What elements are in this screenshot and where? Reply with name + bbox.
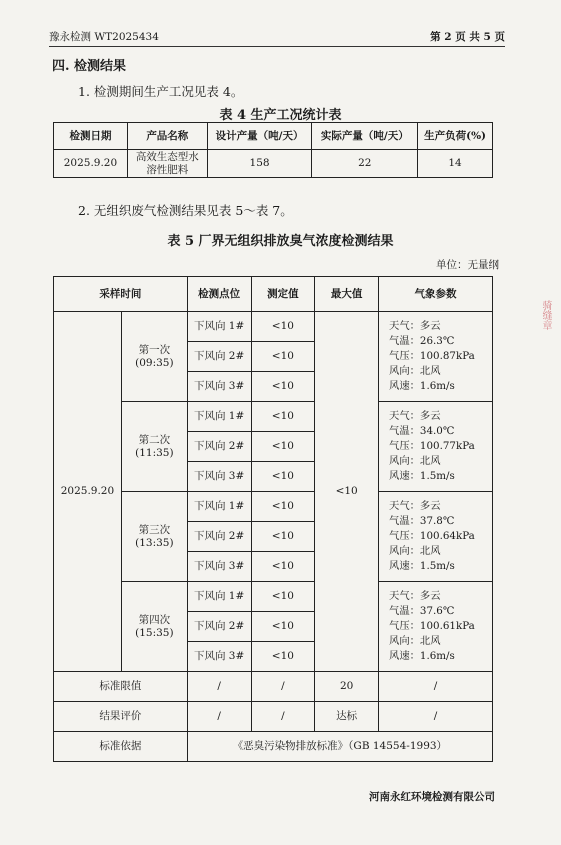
weather-line: 气压：100.87kPa (389, 350, 475, 363)
weather-line: 气压：100.61kPa (389, 620, 475, 633)
cell-round (121, 582, 187, 672)
document-number: 豫永检测 WT2025434 (49, 31, 159, 43)
cell-value: <10 (251, 402, 315, 432)
cell-point: 下风向 2# (187, 432, 251, 462)
production-table (53, 122, 493, 178)
weather-line: 风速：1.6m/s (389, 649, 455, 662)
cell-value: <10 (251, 642, 315, 672)
weather-line: 气压：100.64kPa (389, 530, 475, 543)
cell-point: 下风向 2# (187, 612, 251, 642)
table-row (54, 312, 493, 342)
cell-weather (379, 492, 493, 582)
table-header-row (54, 277, 493, 312)
table4-title: 表 4 生产工况统计表 (219, 108, 342, 123)
company-name: 河南永红环境检测有限公司 (369, 791, 495, 803)
cell-value: <10 (251, 462, 315, 492)
cell-value: <10 (251, 582, 315, 612)
cell-value: <10 (251, 522, 315, 552)
round-time: (15:35) (135, 626, 174, 639)
header-cell: 检测日期 (54, 123, 128, 150)
table-header-row (54, 123, 493, 150)
weather-line: 气温：37.8℃ (389, 515, 455, 528)
round-time: (09:35) (135, 356, 174, 369)
cell-point: 下风向 3# (187, 372, 251, 402)
round-time: (13:35) (135, 536, 174, 549)
header-cell: 检测点位 (187, 277, 251, 312)
weather-line: 气温：26.3℃ (389, 335, 455, 348)
cell-value: <10 (251, 432, 315, 462)
round-label: 第二次 (138, 433, 171, 446)
weather-line: 风向：北风 (389, 364, 441, 377)
round-time: (11:35) (135, 446, 174, 459)
cell-date: 2025.9.20 (54, 150, 128, 178)
weather-line: 天气：多云 (389, 590, 441, 603)
weather-line: 风向：北风 (389, 634, 441, 647)
seal-stamp: 骑缝章 (540, 300, 551, 330)
cell-value: <10 (251, 312, 315, 342)
weather-line: 天气：多云 (389, 500, 441, 513)
cell-value: <10 (251, 552, 315, 582)
cell-max-value: 20 (315, 672, 379, 702)
weather-line: 风速：1.6m/s (389, 379, 455, 392)
header-cell: 实际产量（吨/天） (312, 123, 418, 150)
cell-point: / (187, 702, 251, 732)
round-label: 第三次 (138, 523, 171, 536)
limit-row (54, 672, 493, 702)
cell-point: 下风向 3# (187, 552, 251, 582)
table-row (54, 150, 493, 178)
odor-results-table (53, 276, 493, 762)
cell-design-output: 158 (207, 150, 312, 178)
cell-value: / (251, 672, 315, 702)
weather-line: 风向：北风 (389, 544, 441, 557)
cell-value: <10 (251, 372, 315, 402)
cell-point: 下风向 2# (187, 342, 251, 372)
cell-sampling-date: 2025.9.20 (54, 312, 122, 672)
weather-line: 风向：北风 (389, 454, 441, 467)
basis-row (54, 732, 493, 762)
cell-round (121, 492, 187, 582)
cell-actual-output: 22 (312, 150, 418, 178)
cell-value: <10 (251, 492, 315, 522)
header-cell: 产品名称 (127, 123, 207, 150)
cell-round (121, 402, 187, 492)
paragraph-2: 2. 无组织废气检测结果见表 5～表 7。 (78, 203, 293, 218)
section-title: 四. 检测结果 (52, 59, 127, 74)
cell-point: / (187, 672, 251, 702)
cell-point: 下风向 1# (187, 402, 251, 432)
cell-max-value: 达标 (315, 702, 379, 732)
cell-round (121, 312, 187, 402)
cell-weather (379, 582, 493, 672)
cell-load: 14 (418, 150, 493, 178)
cell-point: 下风向 1# (187, 312, 251, 342)
header-divider (49, 46, 505, 47)
header-cell: 最大值 (315, 277, 379, 312)
table5-title: 表 5 厂界无组织排放臭气浓度检测结果 (167, 234, 394, 249)
cell-point: 下风向 2# (187, 522, 251, 552)
header-cell: 生产负荷(%) (418, 123, 493, 150)
cell-product: 高效生态型水溶性肥料 (127, 150, 207, 178)
cell-max-value: <10 (315, 312, 379, 672)
weather-line: 天气：多云 (389, 410, 441, 423)
cell-label: 标准依据 (54, 732, 188, 762)
cell-weather: / (379, 702, 493, 732)
weather-line: 气温：37.6℃ (389, 605, 455, 618)
unit-label: 单位：无量纲 (436, 259, 499, 271)
cell-point: 下风向 1# (187, 492, 251, 522)
round-label: 第四次 (138, 613, 171, 626)
weather-line: 风速：1.5m/s (389, 559, 455, 572)
page-indicator: 第 2 页 共 5 页 (430, 31, 505, 43)
cell-point: 下风向 3# (187, 462, 251, 492)
weather-line: 风速：1.5m/s (389, 469, 455, 482)
cell-point: 下风向 1# (187, 582, 251, 612)
cell-weather (379, 312, 493, 402)
cell-weather (379, 402, 493, 492)
weather-line: 气温：34.0℃ (389, 425, 455, 438)
cell-weather: / (379, 672, 493, 702)
evaluation-row (54, 702, 493, 732)
cell-label: 标准限值 (54, 672, 188, 702)
cell-value: <10 (251, 612, 315, 642)
weather-line: 气压：100.77kPa (389, 440, 475, 453)
paragraph-1: 1. 检测期间生产工况见表 4。 (78, 84, 244, 99)
cell-label: 结果评价 (54, 702, 188, 732)
header-cell: 采样时间 (54, 277, 188, 312)
weather-line: 天气：多云 (389, 320, 441, 333)
header-cell: 设计产量（吨/天） (207, 123, 312, 150)
header-cell: 测定值 (251, 277, 315, 312)
cell-value: / (251, 702, 315, 732)
cell-value: <10 (251, 342, 315, 372)
cell-standard-basis: 《恶臭污染物排放标准》（GB 14554-1993） (187, 732, 492, 762)
header-cell: 气象参数 (379, 277, 493, 312)
round-label: 第一次 (138, 343, 171, 356)
cell-point: 下风向 3# (187, 642, 251, 672)
